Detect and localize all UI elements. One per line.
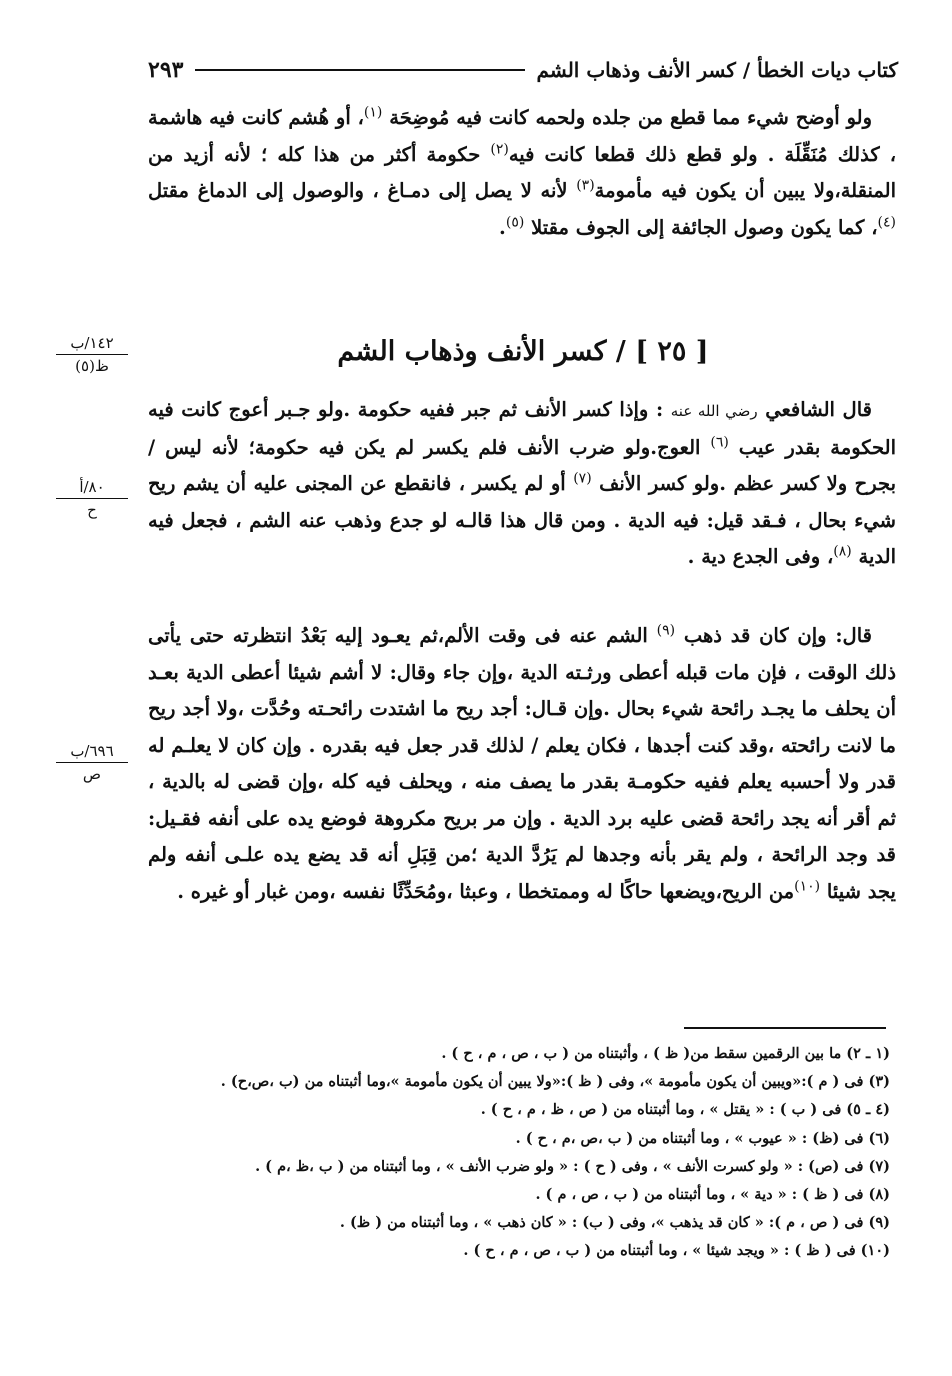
footnote: (٩) فى ( ص ، م ): « كان قد يذهب »، وفى ( ب) : « كان ذهب » ، وما أثبتناه من ( ظ) . — [339, 1214, 890, 1232]
footnote: (٤ ـ ٥) فى ( ب ) : « يقتل » ، وما أثبتناه من ( ص ، ظ ، م ، ح ) . — [480, 1101, 890, 1119]
intro-text-4: لأنه لا يصل إلى دمـاغ ، والوصول إلى الدماغ مقتل — [148, 179, 577, 202]
header-rule — [195, 69, 524, 71]
paragraph-1 — [148, 392, 896, 576]
page-number: ٢٩٣ — [148, 57, 184, 83]
running-header-title: كتاب ديات الخطأ / كسر الأنف وذهاب الشم — [536, 58, 898, 82]
footnote-ref-7: (٧) — [573, 470, 592, 487]
footnote-ref-2: (٢) — [490, 141, 509, 157]
intro-text-5: ، كما يكون وصول الجائفة إلى الجوف مقتلا — [524, 215, 878, 239]
footnotes-list — [140, 1040, 890, 1266]
footnote-separator — [684, 1027, 886, 1029]
intro-text-2: ، أو هُشم كانت فيه هاشمة ، كذلك مُنَقِّلَة . ولو قطع ذلك قطعا كانت فيه — [148, 106, 896, 166]
margin-note — [56, 478, 128, 519]
footnote-ref-6: (٦) — [710, 434, 729, 450]
footnote: (١ ـ ٢) ما بين الرقمين سقط من( ظ ) ، وأثبتناه من ( ب ، ص ، م ، ح ) . — [441, 1045, 890, 1062]
margin-note-folio: ٨٠/أ — [56, 478, 128, 499]
section-heading: [ ٢٥ ] / كسر الأنف وذهاب الشم — [337, 336, 709, 367]
paragraph-1-block — [148, 392, 896, 576]
margin-note — [56, 334, 128, 375]
intro-text-3: حكومة أكثر من هذا كله ؛ لأنه أزيد من المنقلة،ولا يبين أن يكون فيه مأمومة — [148, 142, 897, 202]
margin-note — [56, 742, 128, 783]
footnote-ref-4: (٤) — [877, 214, 896, 230]
footnote-ref-1: (١) — [363, 104, 383, 121]
paragraph-2-block — [148, 618, 896, 910]
footnote: (٨) فى ( ظ ) : « دية » ، وما أثبتناه من ( ب ، ص ، م ) . — [535, 1186, 890, 1204]
paragraph-2-text-2: الشم عنه فى وقت الألم،ثم يعـود إليه بَعْدُ انتظرته حتى يأتى ذلك الوقت ، فإن مات قبله أعطى ورثـته الدية ،وإن جاء وقال: لا أشم شيئا أعطى الدية بعـد أن يحلف ما يجـد رائحة شيء بحال .وإن قـال: أجد ريح ما اشتدت رائحـته وحُدَّت ،ولا أجد ريح ما لانت رائحته ،وقد كنت أجدها ، فكان يعلم / لذلك قدر جعل فيه بقدره . وإن كان لا يعلـم له قدر ولا أحسبه يعلم ففيه حكومـة بقدر ما يصف منه ، ويحلف فيه كله ،وإن قضى له بالدية ، ثم أقر أنه يجد رائحة قضى عليه برد الدية . وإن مر بريح مكروهة فوضع يده على أنفه فقـيل: قد وجد الرائحة ، ولم يقر بأنه وجدها لم يَرُدَّ الدية ؛من قِبَلِ أنه قد يضع يده علـى أنفه ولم يجد شيئا — [148, 624, 896, 903]
paragraph-2 — [148, 618, 896, 910]
paragraph-1-text-3: أو لم يكسر ، فانقطع عن المجنى عليه أن يشم ريح شيء بحال ، فـقد قيل: فيه الدية . ومن قال هذا قالـه لو جدع وذهب عنه الشم ، فجعل فيه الدية — [148, 472, 896, 568]
paragraph-1-text-4: ، وفى الجدع دية . — [687, 545, 834, 568]
intro-paragraph-block — [148, 100, 896, 246]
footnote: (٧) فى (ص) : « ولو كسرت الأنف » ، وفى ( ح ) : « ولو ضرب الأنف » ، وما أثبتناه من ( ب ،ظ ،م ) . — [255, 1157, 890, 1175]
margin-note-manuscript: ظ(٥) — [75, 357, 109, 375]
margin-note-manuscript: ح — [87, 501, 97, 519]
intro-text-6: . — [499, 215, 506, 239]
footnote-ref-9: (٩) — [656, 622, 676, 639]
intro-text-1: ولو أوضح شيء مما قطع من جلده ولحمه كانت فيه مُوضِحَة — [382, 106, 872, 129]
footnote: (١٠) فى ( ظ ) : « ويجد شيئا » ، وما أثبتناه من ( ب ، ص ، م ، ح ) . — [463, 1242, 890, 1260]
margin-note-folio: ١٤٢/ب — [56, 334, 128, 355]
speaker-label: قال: — [835, 624, 872, 647]
footnote-ref-8: (٨) — [833, 543, 852, 560]
footnote: (٦) فى (ظ) : « عيوب » ، وما أثبتناه من ( ب ،ص ،م ، ح ) . — [515, 1129, 890, 1147]
footnote: (٣) فى ( م ):«ويبين أن يكون مأمومة »، وفى ( ظ ):«ولا يبين أن يكون مأمومة »،وما أثبتناه من (ب ،ص،ح) . — [220, 1073, 890, 1091]
footnote-ref-3: (٣) — [576, 177, 595, 194]
margin-note-manuscript: ص — [82, 765, 102, 783]
paragraph-2-text-3: من الريح،ويضعها حاكًا له وممتخطا ، وعبثا ،ومُحَدِّثًا نفسه ،ومن غبار أو غيره . — [177, 879, 795, 903]
paragraph-1-text-1: : وإذا كسر الأنف ثم جبر ففيه حكومة .ولو جـبر أعوج كانت فيه الحكومة بقدر عيب — [148, 398, 896, 459]
margin-note-folio: ٦٩٦/ب — [56, 742, 128, 763]
intro-paragraph — [148, 100, 896, 246]
paragraph-1-text-2: العوج.ولو ضرب الأنف فلم يكسر لم يكن فيه حكومة؛ لأنه ليس / بجرح ولا كسر عظم .ولو كسر الأنف — [148, 435, 896, 495]
honorific-glyph: رضي الله عنه — [670, 402, 758, 420]
running-header — [148, 50, 898, 90]
speaker-label: قال الشافعي — [765, 398, 872, 421]
footnote-ref-5: (٥) — [505, 214, 525, 230]
paragraph-2-text-1: وإن كان قد ذهب — [675, 624, 836, 647]
footnote-ref-10: (١٠) — [794, 878, 821, 894]
